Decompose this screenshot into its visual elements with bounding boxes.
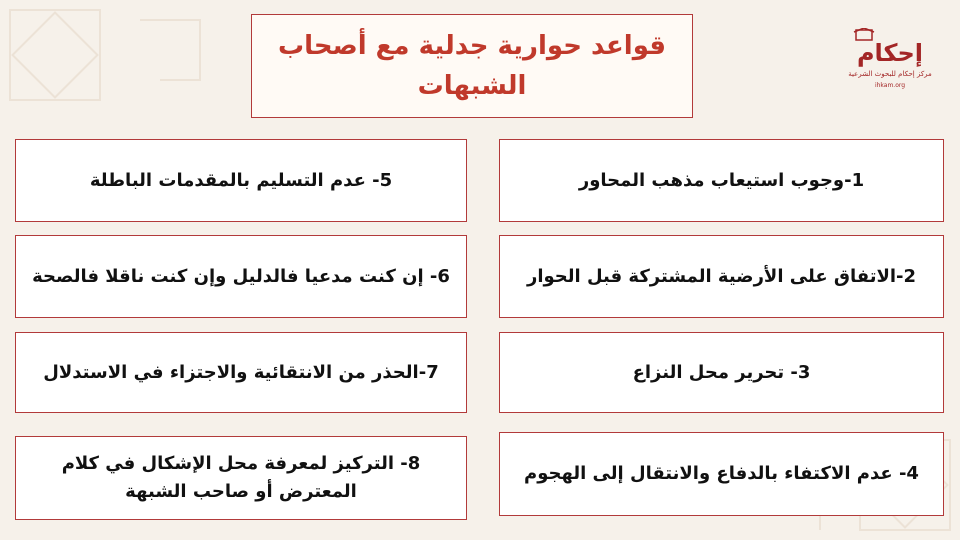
rule-text-2: 2-الاتفاق على الأرضية المشتركة قبل الحوار [526, 265, 917, 287]
logo-url: ihkam.org [874, 82, 906, 89]
rule-box-4 [499, 432, 944, 516]
rule-box-7 [15, 332, 467, 413]
rule-box-3 [499, 332, 944, 413]
rule-box-2 [499, 235, 944, 318]
rule-text-7: 7-الحذر من الانتقائية والاجتزاء في الاستدلال [43, 361, 439, 383]
rule-text-3: 3- تحرير محل النزاع [632, 361, 811, 383]
rule-box-8 [15, 436, 467, 520]
rule-box-1 [499, 139, 944, 222]
rule-text-4: 4- عدم الاكتفاء بالدفاع والانتقال إلى الهجوم [524, 463, 919, 484]
rule-box-6 [15, 235, 467, 318]
logo-subtitle: مركز إحكام للبحوث الشرعية [848, 70, 932, 78]
logo-name: إحكام [856, 39, 924, 67]
rule-box-5 [15, 139, 467, 222]
rule-text-8: 8- التركيز لمعرفة محل الإشكال في كلام المعترض أو صاحب الشبهة [61, 453, 421, 502]
rule-text-1: 1-وجوب استيعاب مذهب المحاور [578, 169, 865, 191]
title-box [251, 14, 693, 118]
logo [848, 28, 932, 98]
rule-text-6: 6- إن كنت مدعيا فالدليل وإن كنت ناقلا فالصحة [32, 265, 450, 287]
rule-text-5: 5- عدم التسليم بالمقدمات الباطلة [89, 169, 393, 191]
page-title: قواعد حوارية جدلية مع أصحاب الشبهات [277, 31, 667, 101]
